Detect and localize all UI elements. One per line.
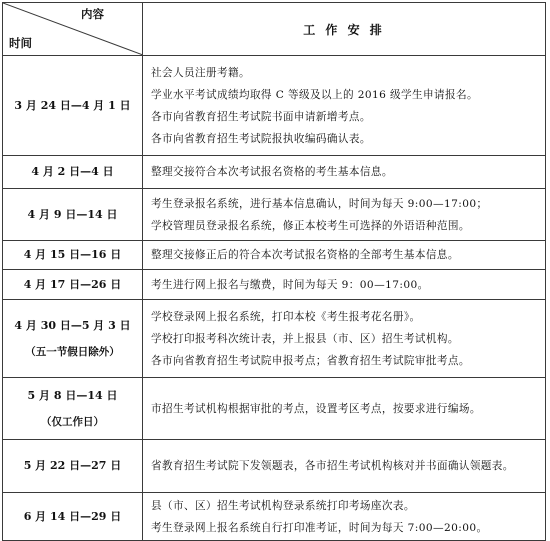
work-cell (143, 156, 546, 189)
work-cell (143, 300, 546, 378)
time-note: （五一节假日除外） (25, 345, 120, 358)
work-line: 整理交接修正后的符合本次考试报名资格的全部考生基本信息。 (151, 249, 459, 261)
header-corner-cell (3, 3, 143, 56)
table-row (3, 270, 546, 300)
time-cell: 6 月 14 日—29 日 (3, 493, 143, 541)
work-cell (143, 378, 546, 440)
work-line: 省教育招生考试院下发领题表，各市招生考试机构核对并书面确认领题表。 (151, 460, 514, 472)
work-cell (143, 189, 546, 241)
work-line: 社会人员注册考籍。 (151, 66, 250, 79)
work-line: 县（市、区）招生考试机构登录系统打印考场座次表。 (151, 499, 415, 512)
time-cell: 4 月 9 日—14 日 (3, 189, 143, 241)
table-row (3, 378, 546, 440)
time-cell (3, 300, 143, 378)
header-row (3, 3, 546, 56)
work-line: 各市向省教育招生考试院书面申请新增考点。 (151, 110, 371, 123)
work-cell (143, 270, 546, 300)
schedule-table (2, 2, 546, 541)
work-line: 整理交接符合本次考试报名资格的考生基本信息。 (151, 166, 393, 178)
work-line: 各市向省教育招生考试院申报考点；省教育招生考试院审批考点。 (151, 354, 470, 367)
table-row (3, 300, 546, 378)
time-range: 5 月 8 日—14 日 (27, 388, 118, 402)
header-content-label: 内容 (81, 7, 104, 21)
table-row (3, 189, 546, 241)
time-cell: 3 月 24 日—4 月 1 日 (3, 56, 143, 156)
time-cell: 4 月 17 日—26 日 (3, 270, 143, 300)
time-cell: 4 月 2 日—4 日 (3, 156, 143, 189)
work-line: 考生登录报名系统，进行基本信息确认，时间为每天 9:00—17:00； (151, 197, 488, 210)
work-line: 学校打印报考科次统计表，并上报县（市、区）招生考试机构。 (151, 332, 459, 345)
table-row (3, 156, 546, 189)
work-line: 学校管理员登录报名系统，修正本校考生可选择的外语语种范围。 (151, 219, 470, 232)
table-row (3, 440, 546, 493)
time-cell (3, 378, 143, 440)
work-line: 考生进行网上报名与缴费，时间为每天 9：00—17:00。 (151, 278, 429, 291)
table-row (3, 493, 546, 541)
work-cell (143, 440, 546, 493)
work-cell (143, 241, 546, 270)
table-row (3, 56, 546, 156)
header-work-label: 工 作 安 排 (143, 3, 546, 56)
work-line: 市招生考试机构根据审批的考点，设置考区考点，按要求进行编场。 (151, 402, 481, 415)
time-range: 4 月 30 日—5 月 3 日 (14, 318, 131, 332)
time-cell: 5 月 22 日—27 日 (3, 440, 143, 493)
time-note: （仅工作日） (41, 415, 104, 428)
work-line: 各市向省教育招生考试院报执收编码确认表。 (151, 132, 371, 145)
work-cell (143, 493, 546, 541)
work-line: 学校登录网上报名系统，打印本校《考生报考花名册》。 (151, 310, 421, 323)
work-line: 考生登录网上报名系统自行打印准考证，时间为每天 7:00—20:00。 (151, 521, 488, 534)
header-time-label: 时间 (9, 36, 32, 50)
table-row (3, 241, 546, 270)
time-cell: 4 月 15 日—16 日 (3, 241, 143, 270)
work-cell (143, 56, 546, 156)
work-line: 学业水平考试成绩均取得 C 等级及以上的 2016 级学生申请报名。 (151, 88, 478, 101)
